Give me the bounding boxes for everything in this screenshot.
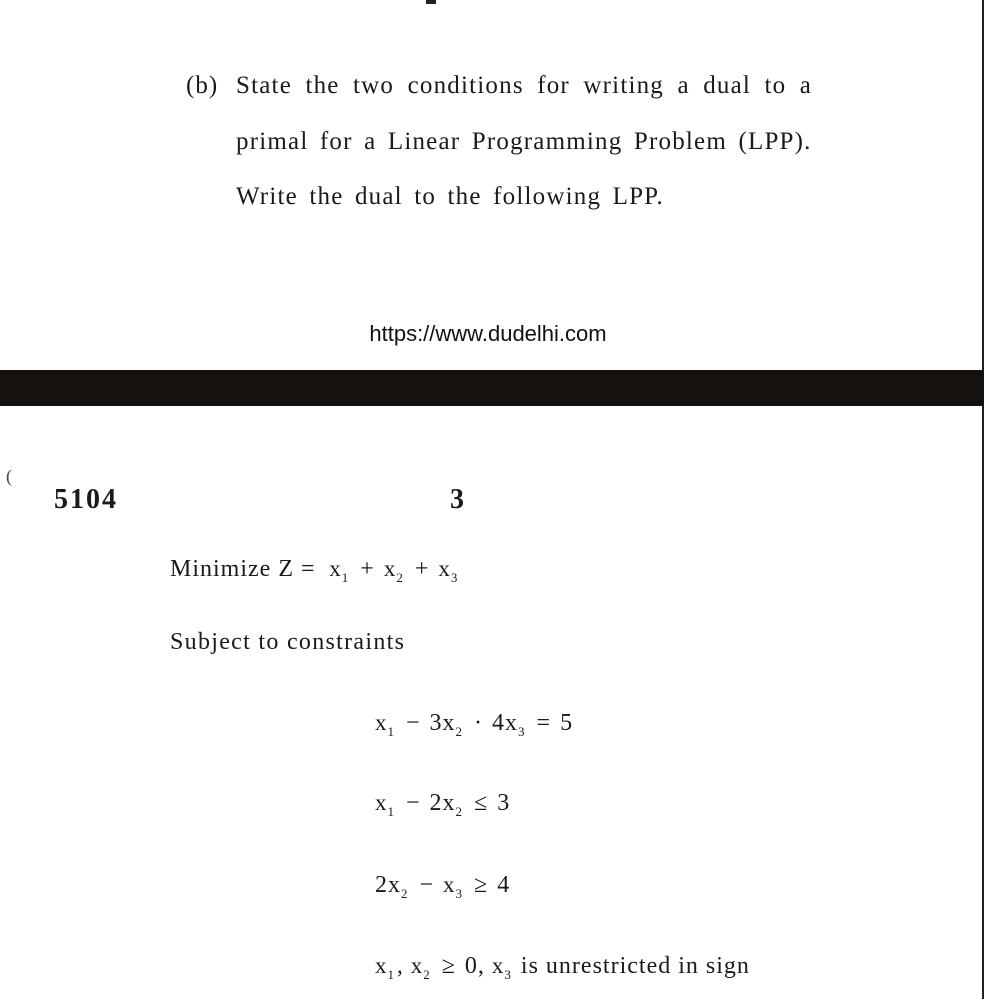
question-label: (b) xyxy=(186,72,219,99)
previous-page-fragment xyxy=(426,0,436,4)
constraint-3: $2x_2 - x_3 \ge 4$ xyxy=(375,872,511,901)
sign-constraint: $x_1$, $x_2 \ge 0$, $x_3$ is unrestricted in sign xyxy=(375,953,750,982)
subject-to-heading: Subject to constraints xyxy=(170,629,406,655)
page-bottom-section xyxy=(0,406,984,999)
constraint-1: $x_1 - 3x_2 \cdot 4x_3 = 5$ xyxy=(375,710,574,739)
paper-code: 5104 xyxy=(54,484,118,515)
page-top-section xyxy=(0,0,984,370)
watermark-url: https://www.dudelhi.com xyxy=(369,321,607,346)
objective-function: Minimize $Z = x_1 + x_2 + x_3$ xyxy=(170,556,459,585)
unrestricted-text: is unrestricted in sign xyxy=(520,953,750,979)
margin-mark: ( xyxy=(6,466,12,486)
page-number: 3 xyxy=(450,484,464,515)
question-line-1: State the two conditions for writing a dual to a xyxy=(236,72,813,99)
constraint-2: $x_1 - 2x_2 \le 3$ xyxy=(375,790,511,819)
question-line-3: Write the dual to the following LPP. xyxy=(236,183,664,210)
page-divider-band xyxy=(0,370,984,406)
question-line-2: primal for a Linear Programming Problem (LPP). xyxy=(236,128,812,155)
objective-prefix: Minimize Z = xyxy=(170,556,316,582)
